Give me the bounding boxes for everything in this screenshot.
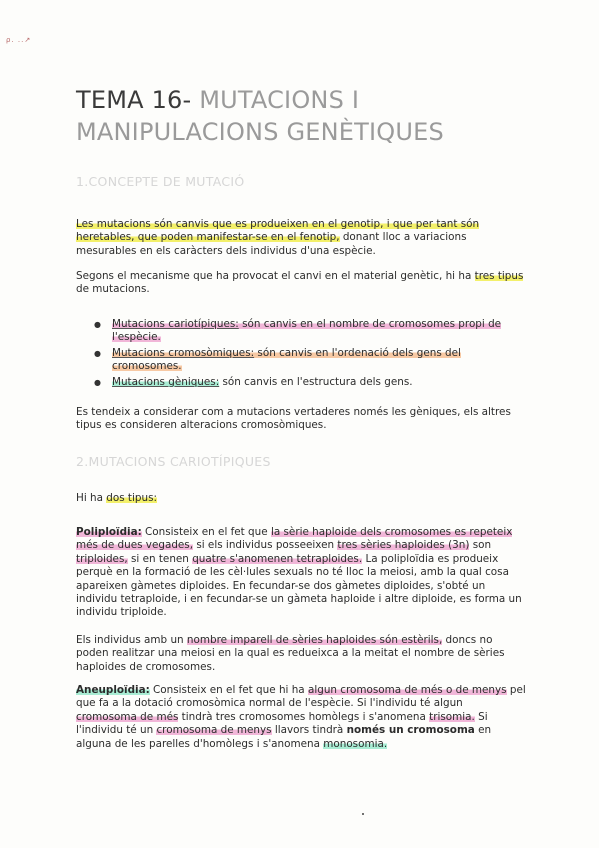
cariotipiques-highlight xyxy=(112,318,501,343)
aneuploidia-text-a: Consisteix en el fet que hi ha xyxy=(149,684,308,696)
paragraph-true-mutations: Es tendeix a considerar com a mutacions vertaderes només les gèniques, els altres tipus es consideren alteracions cromosòmiques. xyxy=(76,406,511,432)
desc-geniques: són canvis en l'estructura dels gens. xyxy=(219,375,413,388)
aneuploidia-hl-a: algun cromosoma de més o de menys xyxy=(307,684,507,696)
aneuploidia-text-c: tindrà tres cromosomes homòlegs i s'anomena xyxy=(178,710,430,723)
mutation-types-list xyxy=(94,318,532,391)
highlight-definition: Les mutacions són canvis que es produeixen en el genotip, i que per tant són heretables, que poden manifestar-se en el fenotip, xyxy=(76,218,480,244)
aneuploidia-text-e: llavors tindrà xyxy=(271,724,347,737)
poliploidia-text-e: La poliploïdia es produeix perquè en la formació de les cèl·lules sexuals no té lloc la meiosi, amb la qual cosa apareixen gàmetes diploides. En fecundar-se dos gàmetes diploides, s'obté un individu tetraploide, i en fecundar-se un gàmeta haploide i altre diploide, es forma un individu triploide. xyxy=(76,552,522,619)
list-item-cromosomiques xyxy=(112,347,532,374)
geniques-highlight xyxy=(112,376,219,388)
term-poliploidia: Poliploïdia: xyxy=(76,526,142,538)
list-item-geniques xyxy=(112,376,532,389)
sterility-text-a: Els individus amb un xyxy=(76,634,187,646)
poliploidia-hl-a: la sèrie haploide dels cromosomes es repeteix més de dues vegades, xyxy=(76,526,513,552)
types-intro-text: Segons el mecanisme que ha provocat el canvi en el material genètic, hi ha xyxy=(76,270,475,282)
highlight-two-types: dos tipus: xyxy=(106,492,157,504)
poliploidia-text-c: son xyxy=(469,539,492,552)
poliploidia-hl-c: triploides, xyxy=(76,552,128,565)
section-heading-concept: 1.CONCEPTE DE MUTACIÓ xyxy=(76,174,245,189)
term-cromosomiques: Mutacions cromosòmiques: xyxy=(112,346,255,359)
aneuploidia-bold-e: només un cromosoma xyxy=(346,724,475,737)
aneuploidia-hl-c: trisomia. xyxy=(429,710,475,723)
section-heading-cariotipiques: 2.MUTACIONS CARIOTÍPIQUES xyxy=(76,454,271,469)
definition-rest: donant lloc a variacions mesurables en els caràcters dels individus d'una espècie. xyxy=(76,231,467,257)
paragraph-types-intro xyxy=(76,270,526,297)
aneuploidia-text-b: pel que fa a la dotació cromosòmica normal de l'espècie. Si l'individu té algun xyxy=(76,684,526,710)
aneuploidia-hl-f: monosomia. xyxy=(323,737,388,750)
term-cariotipiques: Mutacions cariotípiques: xyxy=(112,318,239,330)
desc-cariotipiques: són canvis en el nombre de cromosomes propi de l'espècie. xyxy=(112,318,502,344)
title-part1: TEMA 16- xyxy=(76,86,192,114)
types-intro-end: de mutacions. xyxy=(76,283,150,296)
paragraph-aneuploidia xyxy=(76,684,526,751)
paragraph-definition xyxy=(76,218,526,258)
poliploidia-hl-d: quatre s'anomenen tetraploides. xyxy=(192,552,363,565)
sterility-hl-a: nombre imparell de sèries haploides són estèrils, xyxy=(186,634,443,646)
aneuploidia-text-f: en alguna de les parelles d'homòlegs i s'anomena xyxy=(76,724,492,750)
sterility-text-b: doncs no poden realitzar una meiosi en la qual es redueixca a la meitat el nombre de sèries haploides de cromosomes. xyxy=(76,634,505,673)
page-title xyxy=(76,84,546,148)
term-geniques: Mutacions gèniques: xyxy=(112,375,220,388)
list-item-cariotipiques xyxy=(112,318,532,345)
paragraph-poliploidia xyxy=(76,526,526,620)
poliploidia-text-d: si en tenen xyxy=(127,552,193,565)
poliploidia-text-a: Consisteix en el fet que xyxy=(141,526,271,538)
paragraph-sterility xyxy=(76,634,526,674)
margin-note: ρ. ..↗ xyxy=(6,36,32,44)
desc-cromosomiques: són canvis en l'ordenació dels gens del cromosomes. xyxy=(112,346,461,373)
term-aneuploidia: Aneuploïdia: xyxy=(76,684,150,696)
paragraph-two-types xyxy=(76,492,526,505)
aneuploidia-hl-b: cromosoma de més xyxy=(76,710,179,723)
two-types-text: Hi ha xyxy=(76,492,107,504)
poliploidia-hl-b: tres sèries haploides (3n) xyxy=(337,539,470,552)
cromosomiques-highlight xyxy=(112,347,461,372)
stray-dot xyxy=(362,813,364,815)
aneuploidia-text-d: Si l'individu té un xyxy=(76,710,488,737)
title-line2: MANIPULACIONS GENÈTIQUES xyxy=(76,118,444,146)
aneuploidia-hl-d: cromosoma de menys xyxy=(156,724,272,737)
highlight-three-types: tres tipus xyxy=(474,270,524,282)
poliploidia-text-b: si els individus posseeixen xyxy=(193,539,338,552)
title-part2: MUTACIONS I xyxy=(191,86,360,114)
